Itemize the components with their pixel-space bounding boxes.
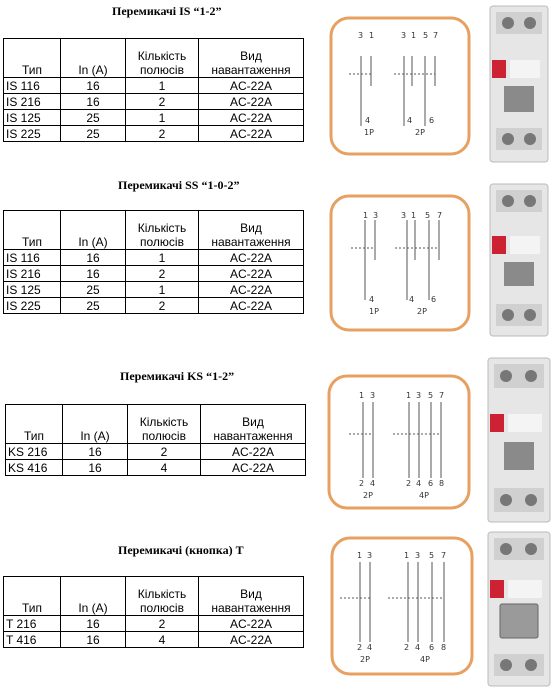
- terminal-label: 1: [369, 31, 375, 40]
- cell-type: IS 125: [4, 110, 61, 126]
- terminal-label: 4: [369, 295, 375, 304]
- header-load: Вид навантаження: [199, 577, 304, 616]
- header-poles: Кількість полюсів: [128, 405, 201, 444]
- cell-poles: 4: [126, 632, 199, 648]
- cell-poles: 1: [126, 110, 199, 126]
- header-poles: Кількість полюсів: [126, 211, 199, 250]
- cell-load: AC-22A: [201, 460, 306, 476]
- table-row: [4, 616, 304, 632]
- terminal-label: 4: [407, 116, 413, 125]
- pole-label: 2P: [360, 655, 370, 664]
- terminal-label: 3: [401, 31, 407, 40]
- header-type: Тип: [6, 405, 63, 444]
- header-poles: Кількість полюсів: [126, 39, 199, 78]
- cell-type: IS 225: [4, 298, 61, 314]
- pole-label: 2P: [363, 491, 373, 500]
- terminal-label: 1: [357, 551, 363, 560]
- table-row: [6, 444, 306, 460]
- cell-current: 25: [61, 282, 126, 298]
- table-row: [4, 632, 304, 648]
- cell-current: 16: [63, 460, 128, 476]
- terminal-label: 6: [429, 116, 435, 125]
- cell-current: 16: [61, 78, 126, 94]
- table-row: [4, 126, 304, 142]
- table-row: [4, 266, 304, 282]
- cell-poles: 1: [126, 78, 199, 94]
- cell-current: 25: [61, 126, 126, 142]
- push-button-device-image: [484, 530, 554, 688]
- terminal-label: 6: [431, 295, 437, 304]
- cell-type: T 416: [4, 632, 61, 648]
- terminal-label: 4: [416, 479, 422, 488]
- cell-poles: 1: [126, 250, 199, 266]
- terminal-label: 2: [404, 643, 410, 652]
- pole-label: 1P: [364, 128, 374, 137]
- cell-poles: 4: [128, 460, 201, 476]
- terminal-label: 1: [363, 211, 369, 220]
- spec-table-is: [3, 38, 304, 142]
- terminal-label: 2: [406, 479, 412, 488]
- terminal-label: 4: [365, 116, 371, 125]
- table-header-row: [4, 39, 304, 78]
- wiring-diagram-ks: [327, 374, 471, 510]
- header-poles: Кількість полюсів: [126, 577, 199, 616]
- header-current: In (A): [61, 39, 126, 78]
- terminal-label: 3: [415, 551, 421, 560]
- cell-current: 16: [61, 632, 126, 648]
- terminal-label: 1: [411, 211, 417, 220]
- section-title-ss: Перемикачі SS “1-0-2”: [118, 178, 240, 192]
- cell-type: IS 216: [4, 94, 61, 110]
- table-header-row: [6, 405, 306, 444]
- cell-load: AC-22A: [199, 110, 304, 126]
- terminal-label: 4: [409, 295, 415, 304]
- cell-poles: 2: [126, 298, 199, 314]
- switch-device-image: [486, 4, 552, 164]
- terminal-label: 5: [423, 31, 429, 40]
- table-header-row: [4, 211, 304, 250]
- cell-current: 25: [61, 298, 126, 314]
- header-load: Вид навантаження: [199, 39, 304, 78]
- table-row: [4, 78, 304, 94]
- pole-label: 1P: [369, 307, 379, 316]
- wiring-diagram-t: [330, 536, 474, 676]
- cell-type: IS 116: [4, 250, 61, 266]
- terminal-label: 3: [370, 391, 376, 400]
- terminal-label: 7: [439, 391, 445, 400]
- cell-type: KS 216: [6, 444, 63, 460]
- cell-type: T 216: [4, 616, 61, 632]
- header-current: In (A): [61, 211, 126, 250]
- terminal-label: 1: [359, 391, 365, 400]
- cell-load: AC-22A: [199, 126, 304, 142]
- cell-current: 16: [61, 616, 126, 632]
- terminal-label: 4: [415, 643, 421, 652]
- table-row: [4, 298, 304, 314]
- pole-label: 2P: [417, 307, 427, 316]
- cell-type: IS 216: [4, 266, 61, 282]
- cell-type: IS 125: [4, 282, 61, 298]
- switch-device-image: [486, 182, 552, 338]
- table-row: [4, 94, 304, 110]
- terminal-label: 3: [416, 391, 422, 400]
- terminal-label: 2: [357, 643, 363, 652]
- wiring-diagram-ss: [329, 194, 471, 332]
- cell-type: IS 116: [4, 78, 61, 94]
- terminal-label: 3: [358, 31, 364, 40]
- terminal-label: 1: [411, 31, 417, 40]
- header-type: Тип: [4, 577, 61, 616]
- table-row: [4, 110, 304, 126]
- cell-poles: 2: [126, 266, 199, 282]
- table-row: [4, 282, 304, 298]
- terminal-label: 1: [406, 391, 412, 400]
- section-title-is: Перемикачі IS “1-2”: [112, 4, 222, 18]
- header-type: Тип: [4, 39, 61, 78]
- terminal-label: 5: [428, 391, 434, 400]
- table-header-row: [4, 577, 304, 616]
- terminal-label: 3: [367, 551, 373, 560]
- header-load: Вид навантаження: [199, 211, 304, 250]
- cell-load: AC-22A: [199, 78, 304, 94]
- cell-poles: 2: [126, 616, 199, 632]
- spec-table-ks: [5, 404, 306, 476]
- cell-type: IS 225: [4, 126, 61, 142]
- terminal-label: 2: [359, 479, 365, 488]
- spec-table-ss: [3, 210, 304, 314]
- cell-current: 16: [61, 266, 126, 282]
- section-title-ks: Перемикачі KS “1-2”: [120, 369, 235, 383]
- header-type: Тип: [4, 211, 61, 250]
- spec-table-t: [3, 576, 304, 648]
- cell-load: AC-22A: [199, 266, 304, 282]
- cell-poles: 1: [126, 282, 199, 298]
- terminal-label: 7: [441, 551, 447, 560]
- terminal-label: 8: [439, 479, 445, 488]
- header-load: Вид навантаження: [201, 405, 306, 444]
- pole-label: 4P: [419, 491, 429, 500]
- cell-poles: 2: [128, 444, 201, 460]
- cell-load: AC-22A: [201, 444, 306, 460]
- cell-load: AC-22A: [199, 282, 304, 298]
- terminal-label: 6: [429, 643, 435, 652]
- cell-current: 16: [61, 250, 126, 266]
- cell-type: KS 416: [6, 460, 63, 476]
- terminal-label: 4: [367, 643, 373, 652]
- cell-load: AC-22A: [199, 298, 304, 314]
- header-current: In (A): [61, 577, 126, 616]
- cell-load: AC-22A: [199, 250, 304, 266]
- terminal-label: 8: [441, 643, 447, 652]
- terminal-label: 5: [425, 211, 431, 220]
- header-current: In (A): [63, 405, 128, 444]
- pole-label: 4P: [420, 655, 430, 664]
- terminal-label: 7: [433, 31, 439, 40]
- table-row: [4, 250, 304, 266]
- pole-label: 2P: [415, 128, 425, 137]
- terminal-label: 4: [370, 479, 376, 488]
- wiring-diagram-is: [329, 16, 471, 156]
- cell-poles: 2: [126, 94, 199, 110]
- cell-poles: 2: [126, 126, 199, 142]
- terminal-label: 3: [373, 211, 379, 220]
- terminal-label: 7: [437, 211, 443, 220]
- terminal-label: 6: [428, 479, 434, 488]
- terminal-label: 1: [404, 551, 410, 560]
- terminal-label: 5: [429, 551, 435, 560]
- table-row: [6, 460, 306, 476]
- section-title-t: Перемикачі (кнопка) T: [118, 543, 244, 557]
- terminal-label: 3: [401, 211, 407, 220]
- cell-load: AC-22A: [199, 94, 304, 110]
- switch-device-image: [484, 356, 554, 524]
- cell-load: AC-22A: [199, 616, 304, 632]
- cell-current: 25: [61, 110, 126, 126]
- cell-load: AC-22A: [199, 632, 304, 648]
- cell-current: 16: [61, 94, 126, 110]
- cell-current: 16: [63, 444, 128, 460]
